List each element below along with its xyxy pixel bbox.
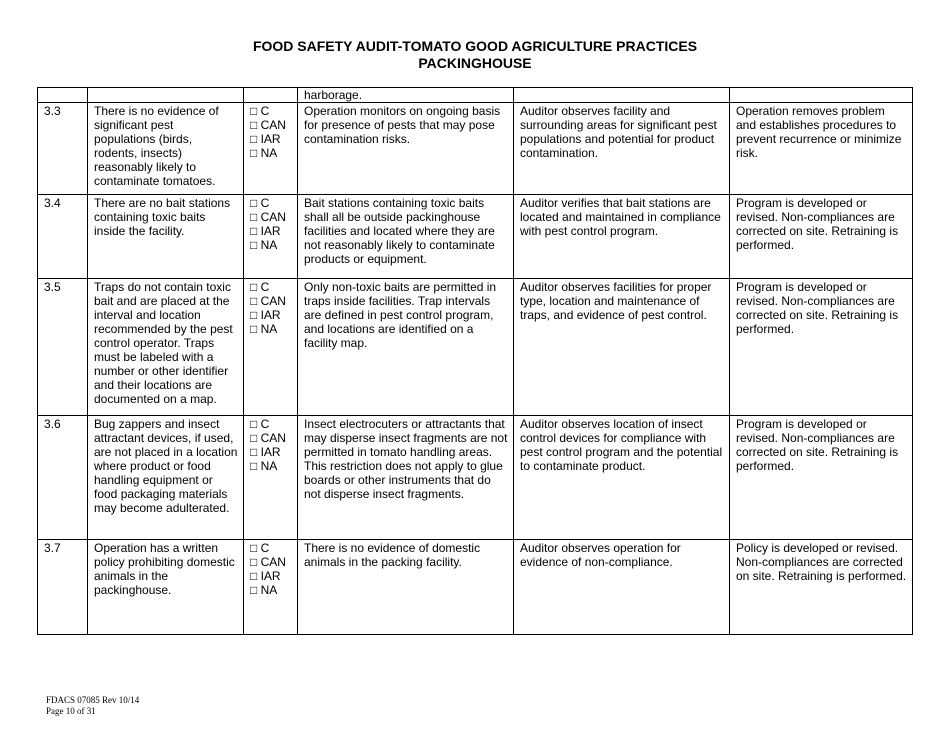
compliance-option[interactable]: □ C: [250, 196, 270, 210]
table-row: [38, 195, 913, 279]
compliance-option[interactable]: □ C: [250, 280, 270, 294]
document-title: [0, 38, 950, 72]
corrective-action-text: Operation removes problem and establishes procedures to prevent recurrence or minimize risk.: [730, 103, 913, 195]
item-number: 3.5: [38, 279, 88, 416]
compliance-options: [244, 195, 298, 279]
corrective-action-text: Policy is developed or revised. Non-compliances are corrected on site. Retraining is performed.: [730, 540, 913, 635]
guidance-text: There is no evidence of domestic animals in the packing facility.: [298, 540, 514, 635]
compliance-option[interactable]: □ NA: [250, 322, 278, 336]
compliance-option[interactable]: □ IAR: [250, 308, 281, 322]
requirement-text: There is no evidence of significant pest populations (birds, rodents, insects) reasonably likely to contaminate tomatoes.: [88, 103, 244, 195]
compliance-option[interactable]: □ IAR: [250, 132, 281, 146]
compliance-options: [244, 416, 298, 540]
compliance-options: [244, 103, 298, 195]
auditor-verification-text: Auditor verifies that bait stations are located and maintained in compliance with pest control program.: [514, 195, 730, 279]
cell-empty: [244, 88, 298, 103]
auditor-verification-text: Auditor observes facility and surrounding areas for significant pest populations and potential for product contamination.: [514, 103, 730, 195]
guidance-text: Insect electrocuters or attractants that may disperse insect fragments are not permitted in tomato handling areas. This restriction does not apply to glue boards or other instruments that do not disperse insect fragments.: [298, 416, 514, 540]
compliance-option[interactable]: □ C: [250, 541, 270, 555]
table-row: [38, 416, 913, 540]
compliance-option[interactable]: □ CAN: [250, 431, 286, 445]
item-number: 3.3: [38, 103, 88, 195]
cell-empty: [514, 88, 730, 103]
requirement-text: Operation has a written policy prohibiting domestic animals in the packinghouse.: [88, 540, 244, 635]
title-line-1: FOOD SAFETY AUDIT-TOMATO GOOD AGRICULTURE PRACTICES: [252, 38, 698, 54]
table-row: [38, 279, 913, 416]
compliance-option[interactable]: □ IAR: [250, 569, 281, 583]
cell-empty: [88, 88, 244, 103]
table-row: [38, 103, 913, 195]
compliance-option[interactable]: □ CAN: [250, 118, 286, 132]
compliance-option[interactable]: □ CAN: [250, 294, 286, 308]
cell-empty: [38, 88, 88, 103]
audit-table-body: [38, 88, 913, 635]
requirement-text: There are no bait stations containing toxic baits inside the facility.: [88, 195, 244, 279]
page-number: Page 10 of 31: [46, 706, 96, 716]
compliance-option[interactable]: □ CAN: [250, 210, 286, 224]
compliance-option[interactable]: □ IAR: [250, 445, 281, 459]
compliance-option[interactable]: □ C: [250, 104, 270, 118]
item-number: 3.7: [38, 540, 88, 635]
requirement-text: Bug zappers and insect attractant devices, if used, are not placed in a location where product or food handling equipment or food packaging materials may become adulterated.: [88, 416, 244, 540]
corrective-action-text: Program is developed or revised. Non-compliances are corrected on site. Retraining is performed.: [730, 279, 913, 416]
auditor-verification-text: Auditor observes location of insect control devices for compliance with pest control program and the potential to contaminate product.: [514, 416, 730, 540]
compliance-option[interactable]: □ NA: [250, 459, 278, 473]
table-row: [38, 540, 913, 635]
compliance-option[interactable]: □ NA: [250, 583, 278, 597]
continuation-text: harborage.: [298, 88, 514, 103]
form-id: FDACS 07085 Rev 10/14: [46, 695, 140, 705]
compliance-options: [244, 540, 298, 635]
guidance-text: Bait stations containing toxic baits shall all be outside packinghouse facilities and located where they are not reasonably likely to contaminate products or equipment.: [298, 195, 514, 279]
compliance-option[interactable]: □ C: [250, 417, 270, 431]
cell-empty: [730, 88, 913, 103]
compliance-option[interactable]: □ IAR: [250, 224, 281, 238]
continuation-row: [38, 88, 913, 103]
corrective-action-text: Program is developed or revised. Non-compliances are corrected on site. Retraining is performed.: [730, 195, 913, 279]
auditor-verification-text: Auditor observes facilities for proper type, location and maintenance of traps, and evidence of pest control.: [514, 279, 730, 416]
item-number: 3.6: [38, 416, 88, 540]
audit-table: [37, 87, 913, 635]
auditor-verification-text: Auditor observes operation for evidence of non-compliance.: [514, 540, 730, 635]
corrective-action-text: Program is developed or revised. Non-compliances are corrected on site. Retraining is performed.: [730, 416, 913, 540]
compliance-option[interactable]: □ NA: [250, 146, 278, 160]
compliance-options: [244, 279, 298, 416]
title-line-2: PACKINGHOUSE: [418, 55, 532, 71]
guidance-text: Only non-toxic baits are permitted in traps inside facilities. Trap intervals are defined in pest control program, and locations are identified on a facility map.: [298, 279, 514, 416]
page-footer: [46, 695, 139, 717]
guidance-text: Operation monitors on ongoing basis for presence of pests that may pose contamination risks.: [298, 103, 514, 195]
requirement-text: Traps do not contain toxic bait and are placed at the interval and location recommended by the pest control operator. Traps must be labeled with a number or other identifier and their locations are documented on a map.: [88, 279, 244, 416]
compliance-option[interactable]: □ CAN: [250, 555, 286, 569]
compliance-option[interactable]: □ NA: [250, 238, 278, 252]
item-number: 3.4: [38, 195, 88, 279]
